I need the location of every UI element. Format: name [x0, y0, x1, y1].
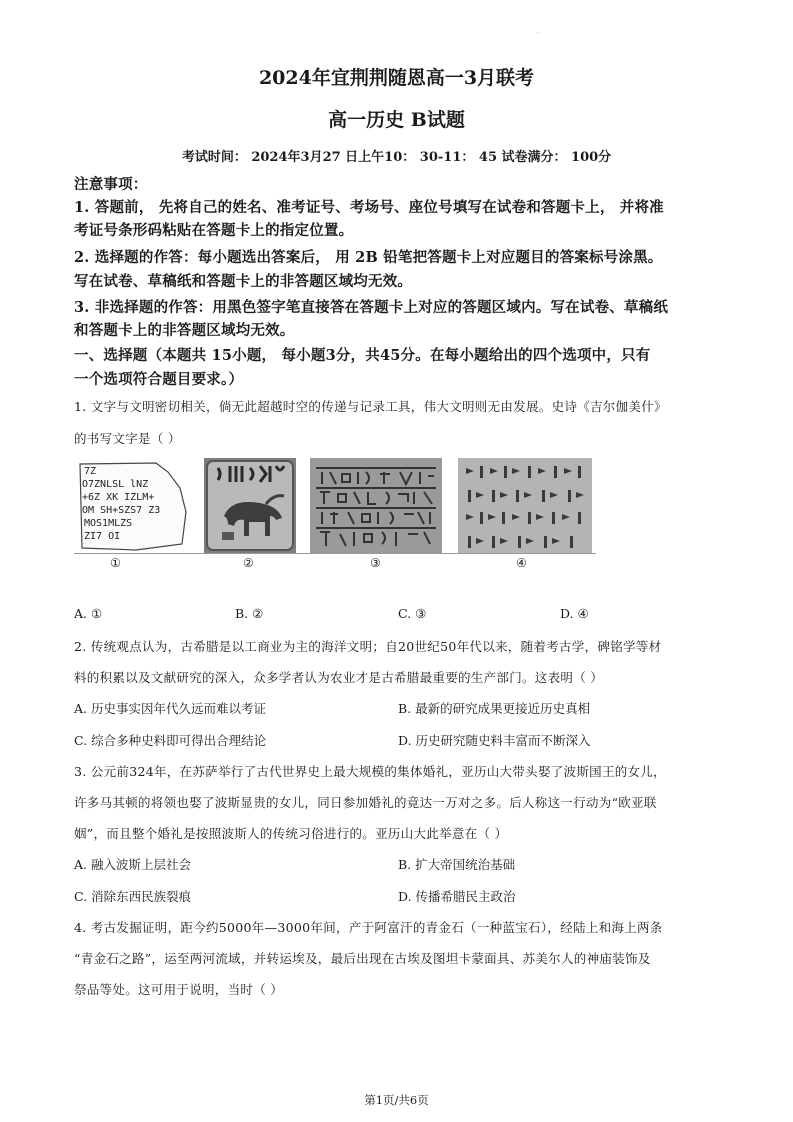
question-3-option-c: C. 消除东西民族裂痕: [74, 889, 192, 904]
question-2-option-b: B. 最新的研究成果更接近历史真相: [398, 701, 591, 716]
cuneiform-tablet-image: [458, 458, 592, 553]
indus-seal-image: [204, 458, 296, 553]
question-2-option-d: D. 历史研究随史料丰富而不断深入: [398, 733, 591, 748]
notice-line: 和答题卡上的非答题区域均无效。: [74, 322, 295, 339]
question-3-option-a: A. 融入波斯上层社会: [74, 857, 191, 872]
question-2-option-a: A. 历史事实因年代久远而难以考证: [74, 701, 266, 716]
tablet-glyph-line: MOS1MLZS: [84, 518, 133, 529]
image-caption: ②: [243, 556, 254, 570]
question-1-text: 的书写文字是（ ）: [74, 431, 181, 446]
tablet-glyph-line: 7Z: [84, 466, 97, 477]
section-heading: 一个选项符合题目要求。）: [74, 371, 244, 388]
question-1-option-a: A. ①: [74, 606, 103, 621]
question-1-option-d: D. ④: [560, 606, 589, 621]
question-4-text: 祭品等处。这可用于说明，当时（ ）: [74, 982, 284, 997]
notice-line: 考证号条形码粘贴在答题卡上的指定位置。: [74, 222, 354, 239]
question-1-option-c: C. ③: [398, 606, 427, 621]
question-3-text: 许多马其顿的将领也娶了波斯显贵的女儿，同日参加婚礼的竟达一万对之多。后人称这一行动为“欧亚联: [74, 795, 657, 810]
question-3-option-d: D. 传播希腊民主政治: [398, 889, 516, 904]
question-4-text: 4. 考古发掘证明，距今约5000年—3000年间，产于阿富汗的青金石（一种蓝宝石），经陆上和海上两条: [74, 920, 663, 935]
image-caption: ④: [516, 556, 527, 570]
notice-line: 写在试卷、草稿纸和答题卡上的非答题区域均无效。: [74, 273, 413, 290]
question-2-option-c: C. 综合多种史料即可得出合理结论: [74, 733, 267, 748]
exam-info: 考试时间： 2024年3月27 日上午10： 30-11： 45 试卷满分： 100分: [181, 150, 612, 165]
tablet-glyph-line: OM SH+SZS7 Z3: [82, 505, 161, 516]
image-caption: ③: [370, 556, 381, 570]
notice-heading: 注意事项：: [74, 176, 148, 193]
question-2-text: 料的积累以及文献研究的深入，众多学者认为农业才是古希腊最重要的生产部门。这表明（ ）: [74, 670, 604, 685]
exam-subtitle: 高一历史 B试题: [328, 109, 465, 131]
page-number: 第1页/共6页: [364, 1093, 429, 1107]
question-3-text: 姻”，而且整个婚礼是按照波斯人的传统习俗进行的。亚历山大此举意在（ ）: [74, 826, 508, 841]
notice-line: 3. 非选择题的作答：用黑色签字笔直接答在答题卡上对应的答题区域内。写在试卷、草稿纸: [74, 299, 669, 316]
question-1-text: 1. 文字与文明密切相关，倘无此超越时空的传递与记录工具，伟大文明则无由发展。史诗《吉尔伽美什》: [74, 399, 667, 414]
question-2-text: 2. 传统观点认为，古希腊是以工商业为主的海洋文明；自20世纪50年代以来，随着考古学，碑铭学等材: [74, 639, 662, 654]
question-4-text: “青金石之路”，运至两河流域，并转运埃及，最后出现在古埃及图坦卡蒙面具、苏美尔人的神庙装饰及: [74, 951, 651, 966]
exam-title: 2024年宜荆荆随恩高一3月联考: [258, 67, 535, 89]
image-caption: ①: [110, 556, 121, 570]
notice-line: 2. 选择题的作答：每小题选出答案后， 用 2B 铅笔把答题卡上对应题目的答案标号涂黑。: [74, 249, 663, 266]
question-1-option-b: B. ②: [235, 606, 264, 621]
notice-line: 1. 答题前， 先将自己的姓名、准考证号、考场号、座位号填写在试卷和答题卡上， 并将准: [74, 199, 664, 216]
stone-relief-image: [310, 458, 442, 553]
tablet-glyph-line: ZI7 OI: [84, 531, 121, 542]
scan-speck: ·: [537, 30, 539, 37]
inscription-tablet-image: [76, 460, 188, 552]
tablet-glyph-line: O7ZNLSL lNZ: [82, 479, 149, 490]
image-baseline-rule: [74, 553, 596, 554]
section-heading: 一、选择题（本题共 15小题， 每小题3分，共45分。在每小题给出的四个选项中，只有: [74, 347, 651, 364]
question-3-option-b: B. 扩大帝国统治基础: [398, 857, 516, 872]
tablet-glyph-line: +6Z XK IZLM+: [82, 492, 155, 503]
question-3-text: 3. 公元前324年，在苏萨举行了古代世界史上最大规模的集体婚礼，亚历山大带头娶了波斯国王的女儿，: [74, 764, 666, 779]
